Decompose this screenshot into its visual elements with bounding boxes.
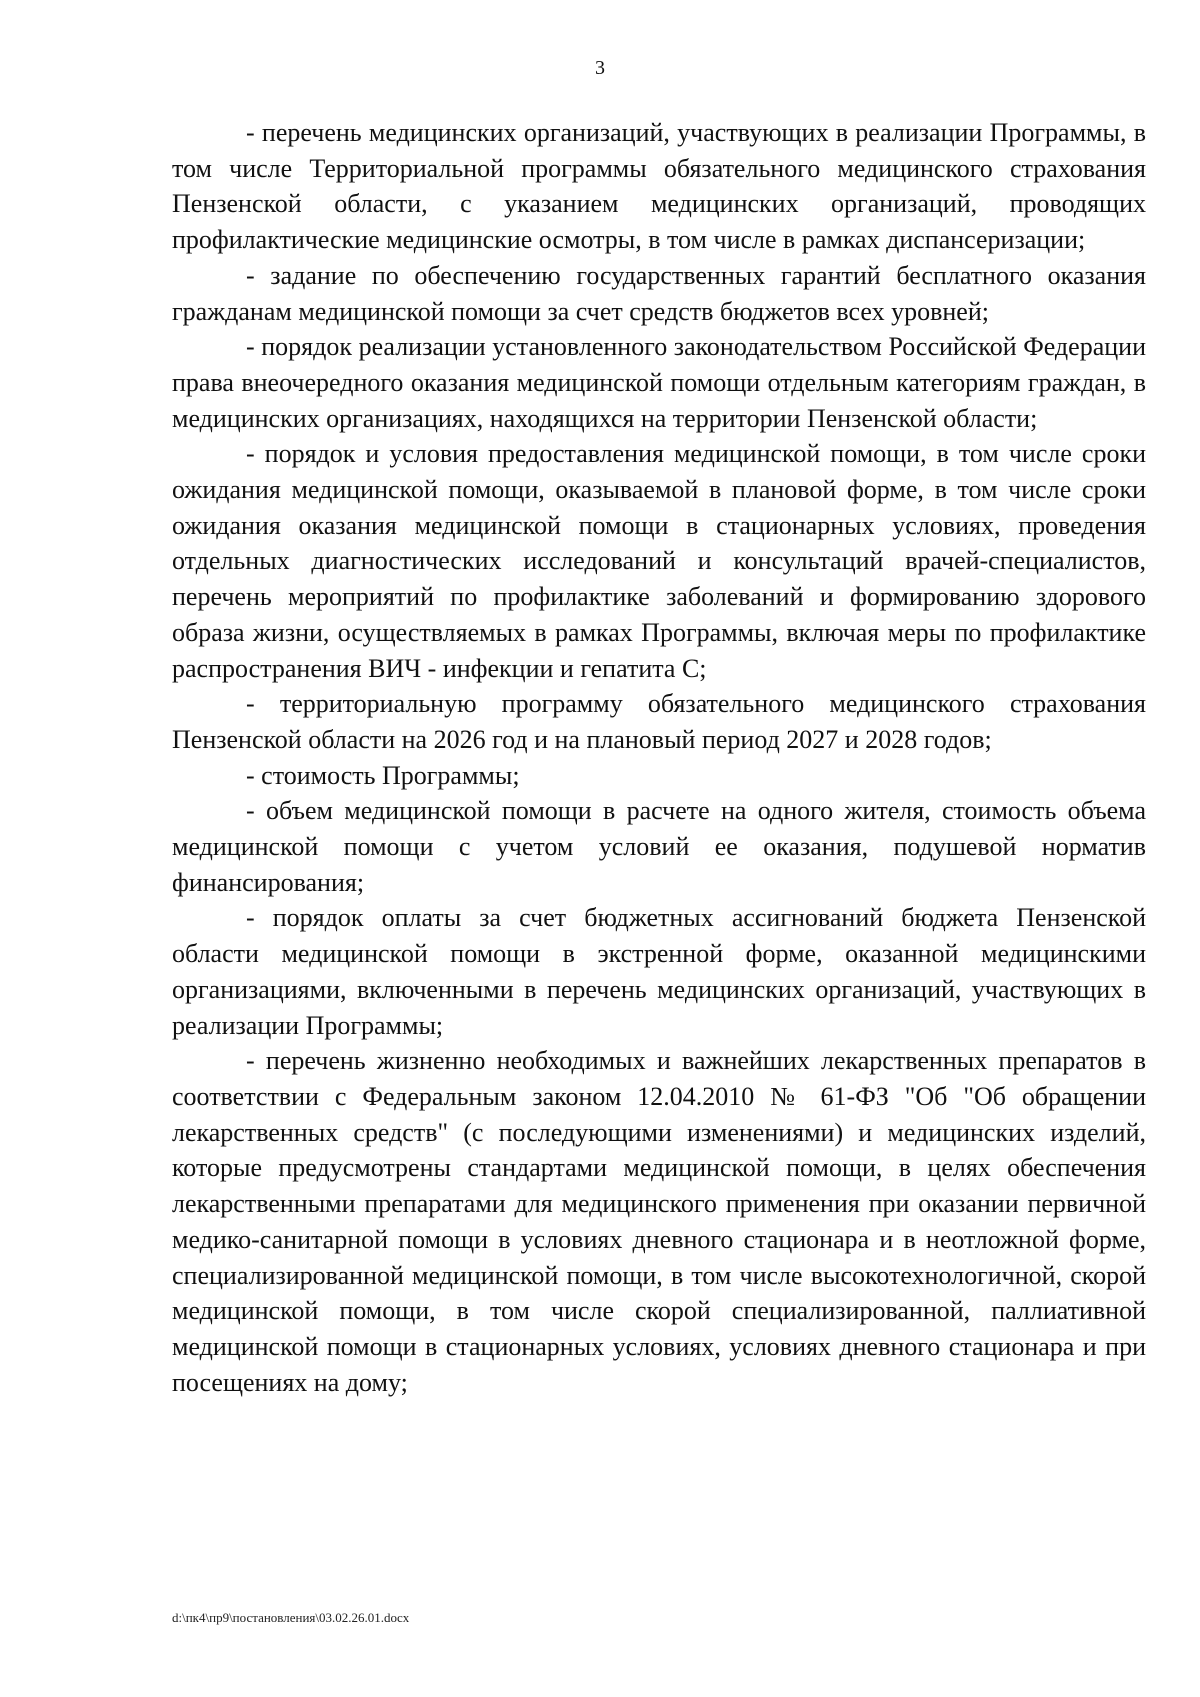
list-item: - порядок оплаты за счет бюджетных ассигнований бюджета Пензенской области медицинской помощи в экстренной форме, оказанной медицинскими организациями, включенными в перечень медицинских организаций, участвующих в реализации Программы; xyxy=(172,903,1146,1040)
list-item: - порядок реализации установленного законодательством Российской Федерации права внеочередного оказания медицинской помощи отдельным категориям граждан, в медицинских организациях, находящихся на территории Пензенской области; xyxy=(172,332,1146,433)
list-item: - стоимость Программы; xyxy=(246,760,520,790)
list-item: - перечень жизненно необходимых и важнейших лекарственных препаратов в соответствии с Федеральным законом 12.04.2010 № 61-ФЗ "Об "Об обращении лекарственных средств" (с последующими изменениями) и медицинских изделий, которые предусмотрены стандартами медицинской помощи, в целях обеспечения лекарственными препаратами для медицинского применения при оказании первичной медико-санитарной помощи в условиях дневного стационара и в неотложной форме, специализированной медицинской помощи, в том числе высокотехнологичной, скорой медицинской помощи, в том числе скорой специализированной, паллиативной медицинской помощи в стационарных условиях, условиях дневного стационара и при посещениях на дому; xyxy=(172,1046,1146,1397)
list-item: - порядок и условия предоставления медицинской помощи, в том числе сроки ожидания медицинской помощи, оказываемой в плановой форме, в том числе сроки ожидания оказания медицинской помощи в стационарных условиях, проведения отдельных диагностических исследований и консультаций врачей-специалистов, перечень мероприятий по профилактике заболеваний и формированию здорового образа жизни, осуществляемых в рамках Программы, включая меры по профилактике распространения ВИЧ - инфекции и гепатита С; xyxy=(172,439,1146,683)
document-body xyxy=(172,115,1146,1400)
list-item: - территориальную программу обязательного медицинского страхования Пензенской области на 2026 год и на плановый период 2027 и 2028 годов; xyxy=(172,689,1146,754)
page-number: 3 xyxy=(595,57,605,79)
footer-file-path: d:\пк4\пр9\постановления\03.02.26.01.docx xyxy=(172,1610,410,1625)
list-item: - перечень медицинских организаций, участвующих в реализации Программы, в том числе Территориальной программы обязательного медицинского страхования Пензенской области, с указанием медицинских организаций, проводящих профилактические медицинские осмотры, в том числе в рамках диспансеризации; xyxy=(172,118,1146,255)
list-item: - задание по обеспечению государственных гарантий бесплатного оказания гражданам медицинской помощи за счет средств бюджетов всех уровней; xyxy=(172,260,1146,326)
list-item: - объем медицинской помощи в расчете на одного жителя, стоимость объема медицинской помощи с учетом условий ее оказания, подушевой норматив финансирования; xyxy=(172,796,1146,897)
